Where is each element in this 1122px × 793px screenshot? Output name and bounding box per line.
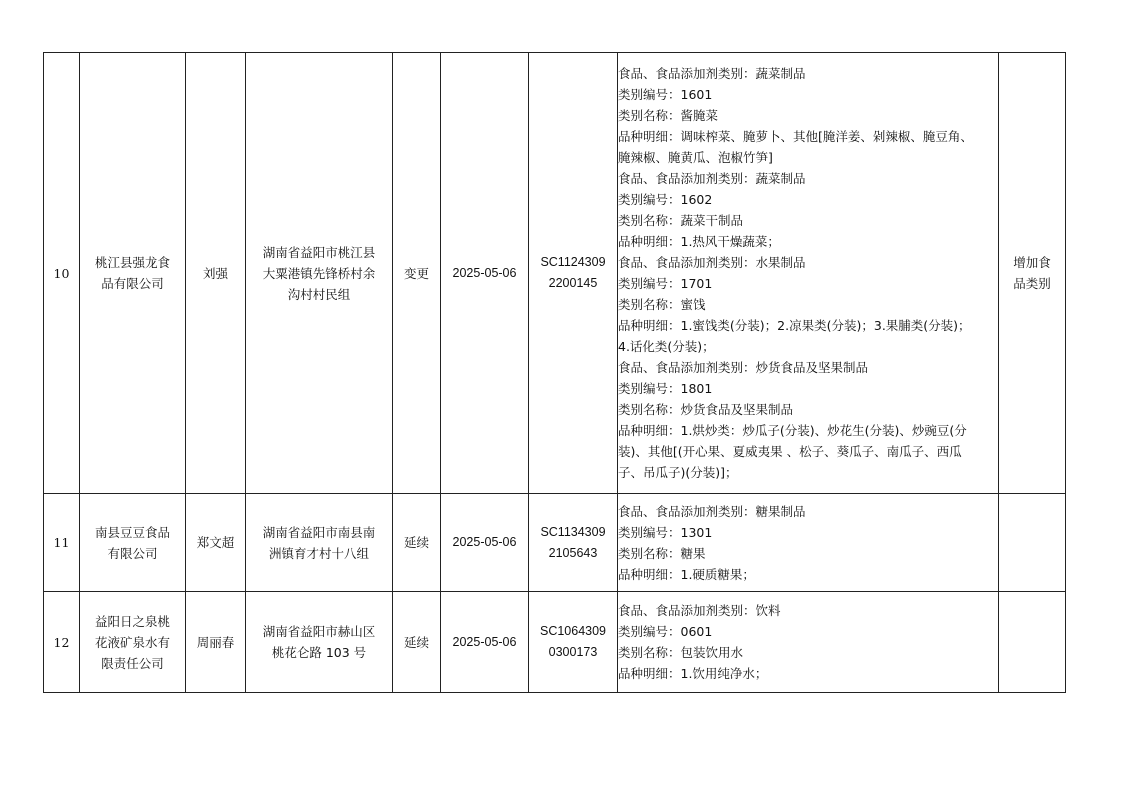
license-table <box>43 52 1066 693</box>
address-line: 大粟港镇先锋桥村余 <box>262 265 376 281</box>
food-category-detail-line: 类别名称：酱腌菜 <box>618 108 719 123</box>
company-name-line: 桃江县强龙食 <box>94 255 170 270</box>
food-category-detail-line: 装)、其他[(开心果、夏威夷果 、松子、葵瓜子、南瓜子、西瓜 <box>618 444 962 459</box>
change-type-cell <box>393 53 441 494</box>
license-number-text <box>529 621 617 663</box>
company-name-line: 限责任公司 <box>101 655 164 671</box>
remark-line: 增加食 <box>1013 255 1051 270</box>
company-name-line: 南县豆豆食品 <box>94 524 170 540</box>
food-category-detail-line: 食品、食品添加剂类别：蔬菜制品 <box>618 171 806 186</box>
food-category-detail-line: 品种明细：1.蜜饯类(分装)；2.凉果类(分装)；3.果脯类(分装)； <box>618 318 971 333</box>
company-name-cell <box>80 53 186 494</box>
legal-person: 郑文超 <box>196 535 235 550</box>
address-line: 洲镇育才村十八组 <box>268 545 369 561</box>
change-type: 变更 <box>403 265 429 281</box>
row-number-cell <box>44 494 80 592</box>
remark-cell <box>999 592 1066 693</box>
food-category-details-cell <box>618 53 999 494</box>
food-category-detail-line: 类别编号：0601 <box>618 624 713 639</box>
company-name-line: 有限公司 <box>107 545 158 561</box>
license-number-line: SC1064309 <box>539 624 607 638</box>
issue-date: 2025-05-06 <box>452 535 517 549</box>
table-body <box>44 53 1066 693</box>
food-category-detail-line: 类别名称：炒货食品及坚果制品 <box>618 402 794 417</box>
company-name-cell <box>80 494 186 592</box>
food-category-detail-line: 类别编号：1602 <box>618 192 713 207</box>
food-category-detail-line: 品种明细：1.烘炒类：炒瓜子(分装)、炒花生(分装)、炒豌豆(分 <box>618 423 967 438</box>
legal-person-cell <box>186 494 246 592</box>
address-text <box>246 621 392 663</box>
license-number-cell <box>529 494 618 592</box>
remark-cell <box>999 53 1066 494</box>
address-cell <box>246 53 393 494</box>
food-category-detail-line: 类别编号：1301 <box>618 524 713 540</box>
row-number-cell <box>44 592 80 693</box>
address-line: 湖南省益阳市南县南 <box>262 524 376 540</box>
food-category-detail-line: 类别编号：1701 <box>618 276 713 291</box>
change-type-cell <box>393 592 441 693</box>
remark-cell <box>999 494 1066 592</box>
row-number: 10 <box>53 265 70 281</box>
food-category-detail-line: 类别名称：蜜饯 <box>618 297 706 312</box>
company-name-line: 益阳日之泉桃 <box>94 613 170 629</box>
address-line: 桃花仑路 103 号 <box>271 645 367 660</box>
table-row <box>44 494 1066 592</box>
legal-person: 周丽春 <box>196 634 235 650</box>
company-name-cell <box>80 592 186 693</box>
company-name-line: 品有限公司 <box>101 276 164 291</box>
remark-line: 品类别 <box>1013 276 1051 291</box>
company-name-text <box>80 611 185 674</box>
table-row <box>44 53 1066 494</box>
food-category-detail-line: 食品、食品添加剂类别：蔬菜制品 <box>618 66 806 81</box>
food-category-detail-line: 食品、食品添加剂类别：水果制品 <box>618 255 806 270</box>
license-number-cell <box>529 53 618 494</box>
address-text <box>246 242 392 305</box>
food-category-detail-line: 品种明细：调味榨菜、腌萝卜、其他[腌洋姜、剁辣椒、腌豆角、 <box>618 129 973 144</box>
address-cell <box>246 592 393 693</box>
food-category-detail-line: 食品、食品添加剂类别：糖果制品 <box>618 503 806 519</box>
row-number-cell <box>44 53 80 494</box>
license-number-text <box>529 252 617 294</box>
license-number-line: 2105643 <box>548 545 598 560</box>
company-name-text <box>80 252 185 294</box>
food-category-detail-line: 子、吊瓜子)(分装)]； <box>618 465 738 480</box>
food-category-detail-line: 品种明细：1.饮用纯净水； <box>618 666 768 681</box>
license-number-line: 0300173 <box>548 645 598 659</box>
food-category-detail-line: 类别名称：蔬菜干制品 <box>618 213 744 228</box>
issue-date: 2025-05-06 <box>452 265 517 280</box>
license-number-cell <box>529 592 618 693</box>
issue-date: 2025-05-06 <box>452 634 517 649</box>
company-name-line: 花液矿泉水有 <box>94 634 170 650</box>
issue-date-cell <box>441 592 529 693</box>
address-text <box>246 522 392 564</box>
food-category-detail-line: 食品、食品添加剂类别：炒货食品及坚果制品 <box>618 360 869 375</box>
food-category-details-cell <box>618 592 999 693</box>
table-row <box>44 592 1066 693</box>
legal-person-cell <box>186 53 246 494</box>
company-name-text <box>80 522 185 564</box>
food-category-details-cell <box>618 494 999 592</box>
food-category-detail-line: 类别编号：1801 <box>618 381 713 396</box>
change-type: 延续 <box>403 634 429 650</box>
license-number-text <box>529 522 617 564</box>
license-number-line: 2200145 <box>548 276 598 290</box>
issue-date-cell <box>441 494 529 592</box>
license-number-line: SC1134309 <box>540 524 606 539</box>
legal-person-cell <box>186 592 246 693</box>
food-category-detail-line: 类别名称：糖果 <box>618 545 706 561</box>
license-number-line: SC1124309 <box>540 255 606 269</box>
food-category-detail-line: 类别编号：1601 <box>618 87 713 102</box>
food-category-detail-line: 腌辣椒、腌黄瓜、泡椒竹笋] <box>618 150 773 165</box>
change-type-cell <box>393 494 441 592</box>
food-category-detail-line: 品种明细：1.热风干燥蔬菜； <box>618 234 780 249</box>
address-line: 沟村村民组 <box>287 286 351 302</box>
food-category-detail-line: 品种明细：1.硬质糖果； <box>618 566 755 582</box>
address-cell <box>246 494 393 592</box>
address-line: 湖南省益阳市桃江县 <box>262 244 376 260</box>
food-category-detail-line: 类别名称：包装饮用水 <box>618 645 744 660</box>
address-line: 湖南省益阳市赫山区 <box>262 624 376 639</box>
row-number: 11 <box>53 535 70 550</box>
change-type: 延续 <box>403 535 429 550</box>
food-category-detail-line: 食品、食品添加剂类别：饮料 <box>618 603 781 618</box>
food-category-detail-line: 4.话化类(分装)； <box>618 339 715 354</box>
legal-person: 刘强 <box>202 265 228 281</box>
issue-date-cell <box>441 53 529 494</box>
row-number: 12 <box>53 634 70 650</box>
